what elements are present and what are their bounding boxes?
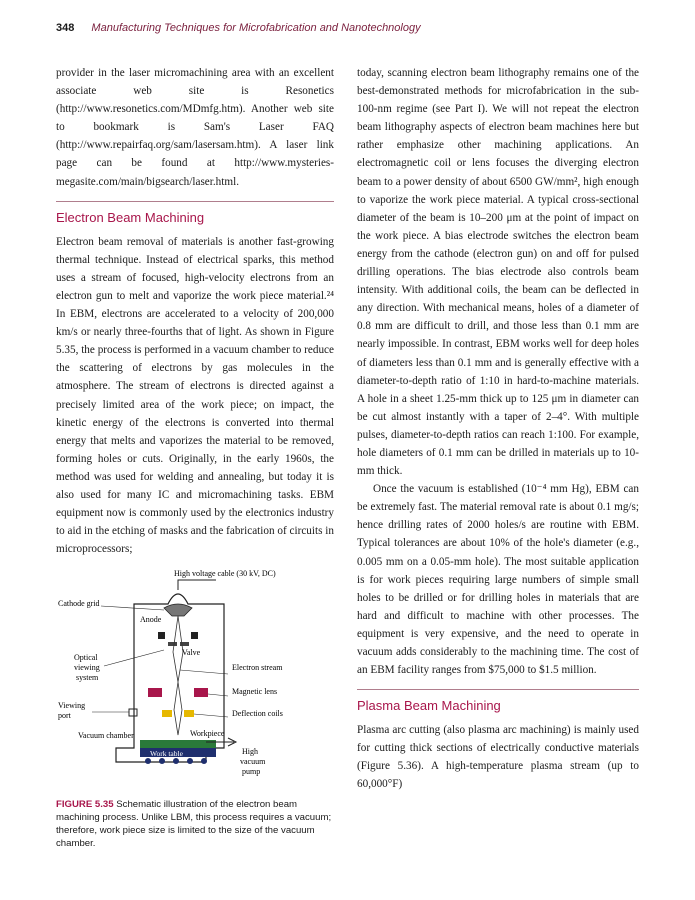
valve-left: [168, 642, 177, 646]
label-vacuum-chamber: Vacuum chamber: [78, 731, 134, 741]
label-pump-2: vacuum: [240, 757, 266, 767]
section-heading-plasma: Plasma Beam Machining: [357, 698, 501, 714]
label-high-voltage: High voltage cable (30 kV, DC): [174, 570, 276, 579]
label-viewing-port-1: Viewing: [58, 701, 86, 711]
deflection-coil-right: [184, 710, 194, 717]
figure-5-35: [56, 570, 334, 792]
intro-paragraph: provider in the laser micromachining area with an excellent associate web site is Resonetics (http://www.resonetics.com/MDmfg.htm). Another web site to bookmark is Sam's Laser FAQ (http://www.repairfaq.org/sam/lasersam.htm). A laser link page can be found at http://www.mysteries-megasite.com/main/bigsearch/laser.html.: [56, 67, 334, 188]
section-heading-ebm: Electron Beam Machining: [56, 209, 205, 225]
right-paragraph-1: today, scanning electron beam lithography remains one of the best-demonstrated methods for microfabrication in the sub-100-nm regime (see Part I). We will not repeat the electron beam lithography aspects of electron beam machines here but rather emphasize other machining applications. An electromagnetic coil or lens focuses the diverging electron beam to a power density of about 6500 GW/mm², high enough to vaporize the work piece material. A typical cross-sectional diameter of the beam is 10–200 μm at the point of impact on the work piece. A bias electrode switches the electron beam energy from the cathode (electron gun) on and off for pulsed drilling operations. The bias electrode also controls beam intensity. With additional coils, the beam can be deflected in any direction. With mechanical means, holes of a diameter of 0.8 mm are difficult to drill, and those less than 0.1 mm are nearly impossible. In contrast, EBM works well for deep holes of diameters less than 0.1 mm and is generally effective with a diameter-to-depth ratio of 1:10 in hard-to-machine materials. A hole in a sheet 1.25-mm thick up to 125 μm in diameter can be cut almost instantly with a taper of 2–4°. With multiple pulses, diameter-to-depth ratios can reach 1:100. For example, hole diameters of 0.1 mm can be drilled in materials up to 10-mm thick.: [357, 67, 639, 478]
plasma-paragraph: Plasma arc cutting (also plasma arc machining) is mainly used for cutting thick sections of electrically conductive materials (Figure 5.36). A high-temperature plasma stream (up to 60,000°F): [357, 724, 639, 791]
label-deflection-coils: Deflection coils: [232, 709, 283, 719]
right-paragraph-2: Once the vacuum is established (10⁻⁴ mm Hg), EBM can be extremely fast. The material removal rate is about 0.1 mg/s; hence drilling rates of 2000 holes/s are routine with EBM. Typical tolerances are about 10% of the hole's diameter (e.g., 0.005 mm on a 0.05-mm hole). The most suitable application is for work pieces requiring large numbers of simple small holes to be drilled or for drilling holes in materials that are hard and difficult to machine with other processes. The equipment is very expensive, and the need to operate in vacuum adds considerably to the machining time. The cost of an EBM facility ranges from $75,000 to $1.5 million.: [357, 483, 639, 677]
caption-text: Schematic illustration of the electron beam machining process. Unlike LBM, this process requires a vacuum; therefore, work piece size is limited to the size of the vacuum chamber.: [56, 799, 332, 850]
page-header: [56, 22, 655, 42]
viewing-port: [129, 709, 137, 716]
label-cathode-grid: Cathode grid: [58, 599, 100, 609]
table-wheels: [145, 758, 207, 764]
label-magnetic-lens: Magnetic lens: [232, 687, 278, 697]
ebm-paragraph: Electron beam removal of materials is another fast-growing thermal technique. Instead of electrical sparks, this method uses a stream of focused, high-velocity electrons from an electron gun to melt and vaporize the work piece material.²⁴ In EBM, electrons are accelerated to a velocity of 200,000 km/s or nearly three-fourths that of light. As shown in Figure 5.35, the process is performed in a vacuum chamber to reduce the scattering of electrons by gas molecules in the atmosphere. The stream of electrons is directed against a precisely limited area of the work piece; on impact, the kinetic energy of the electrons is converted into thermal energy that melts and vaporizes the material to be removed, forming holes or cuts. Originally, in the early 1960s, the method was used for welding and annealing, but today it is also used for many IC and micromachining tasks. EBM equipment now is commonly used by the electronics industry to aid in the etching of masks and the fabrication of circuits in microprocessors;: [56, 235, 334, 556]
label-electron-stream: Electron stream: [232, 663, 283, 673]
label-workpiece: Workpiece: [190, 729, 225, 739]
section-divider-plasma: [357, 689, 639, 690]
magnetic-lens-left: [148, 688, 162, 697]
label-viewing-port-2: port: [58, 711, 71, 721]
workpiece: [140, 740, 216, 748]
left-column: [56, 64, 334, 850]
ebm-schematic: [56, 570, 334, 792]
deflection-coil-left: [162, 710, 172, 717]
magnetic-lens-right: [194, 688, 208, 697]
cathode-cap: [164, 604, 192, 616]
label-pump-3: pump: [242, 767, 261, 777]
high-voltage-cable: [178, 580, 216, 590]
figure-caption: [56, 798, 334, 850]
right-column: [357, 64, 639, 794]
anode-block-right: [191, 632, 198, 639]
label-pump-1: High: [242, 747, 258, 757]
section-divider: [56, 201, 334, 202]
anode-block-left: [158, 632, 165, 639]
label-optical-viewing-2: viewing: [74, 663, 100, 673]
label-optical-viewing-3: system: [76, 673, 99, 683]
label-valve: Valve: [182, 648, 201, 658]
label-anode: Anode: [140, 615, 162, 625]
caption-label: FIGURE 5.35: [56, 799, 114, 811]
label-work-table: Work table: [150, 749, 183, 759]
electron-beam-lower: [174, 682, 182, 735]
label-optical-viewing-1: Optical: [74, 653, 98, 663]
page-number: 348: [56, 22, 75, 34]
running-title: Manufacturing Techniques for Microfabrication and Nanotechnology: [91, 22, 421, 34]
